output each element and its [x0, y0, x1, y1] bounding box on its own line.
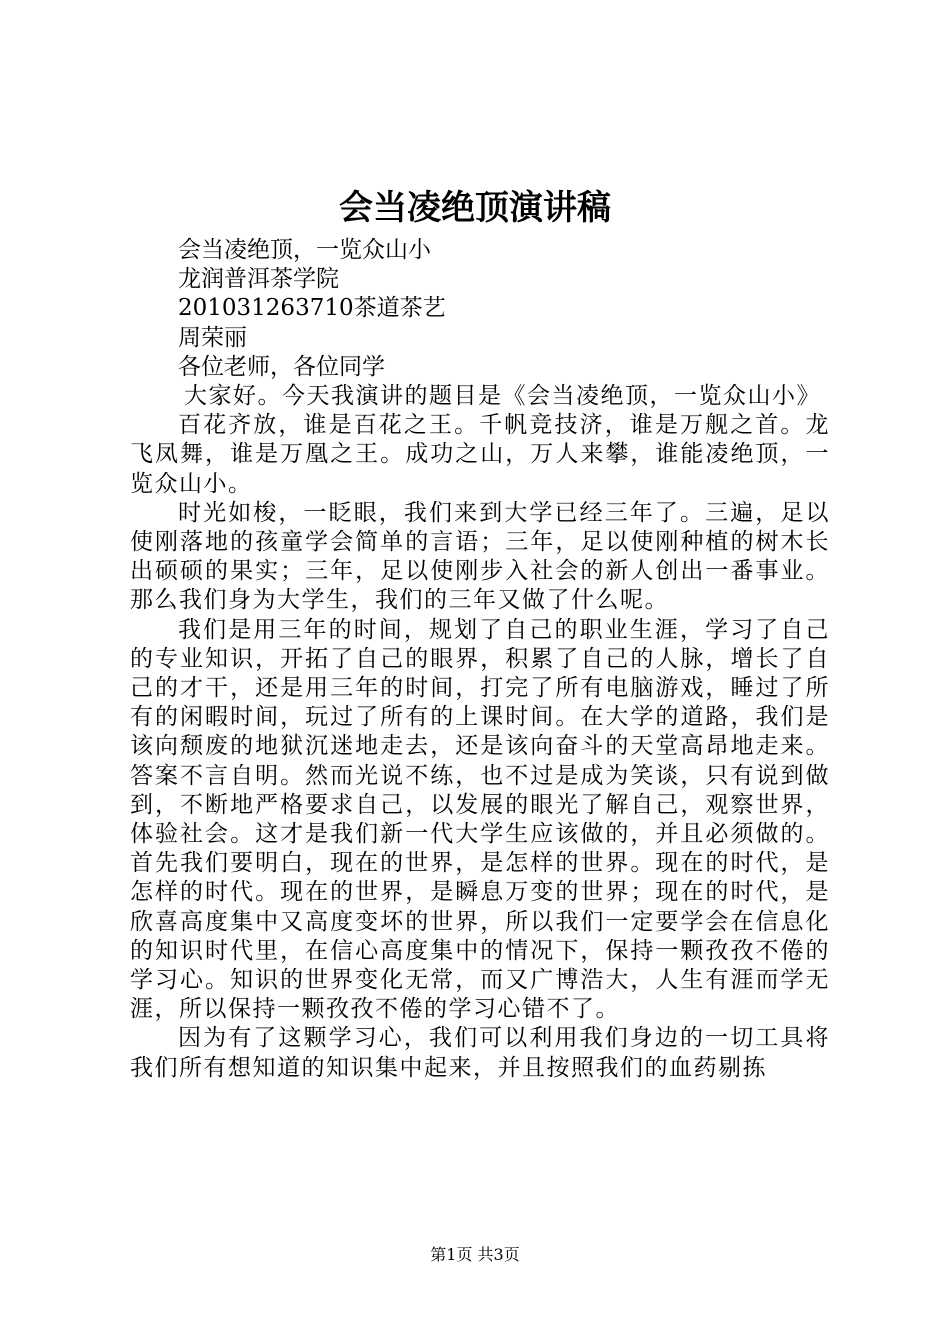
document-title: 会当凌绝顶演讲稿	[339, 188, 611, 228]
document-body	[130, 236, 830, 1083]
body-paragraph: 百花齐放，谁是百花之王。千帆竞技济，谁是万舰之首。龙飞凤舞，谁是万凰之王。成功之山，万人来攀，谁能凌绝顶，一览众山小。	[130, 412, 830, 497]
subtitle-line: 会当凌绝顶，一览众山小	[178, 237, 431, 263]
body-paragraph: 时光如梭，一眨眼，我们来到大学已经三年了。三遍，足以使刚落地的孩童学会简单的言语；三年，足以使刚种植的树木长出硕硕的果实；三年，足以使刚步入社会的新人创出一番事业。那么我们身为大学生，我们的三年又做了什么呢。	[130, 499, 830, 614]
page-footer: 第1页 共3页	[430, 1245, 520, 1264]
body-paragraph: 我们是用三年的时间，规划了自己的职业生涯，学习了自己的专业知识，开拓了自己的眼界，积累了自己的人脉，增长了自己的才干，还是用三年的时间，打完了所有电脑游戏，睡过了所有的闲暇时间，玩过了所有的上课时间。在大学的道路，我们是该向颓废的地狱沉迷地走去，还是该向奋斗的天堂高昂地走来。答案不言自明。然而光说不练，也不过是成为笑谈，只有说到做到，不断地严格要求自己，以发展的眼光了解自己，观察世界，体验社会。这才是我们新一代大学生应该做的，并且必须做的。首先我们要明白，现在的世界，是怎样的世界。现在的时代，是怎样的时代。现在的世界，是瞬息万变的世界；现在的时代，是欣喜高度集中又高度变坏的世界，所以我们一定要学会在信息化的知识时代里，在信心高度集中的情况下，保持一颗孜孜不倦的学习心。知识的世界变化无常，而又广博浩大，人生有涯而学无涯，所以保持一颗孜孜不倦的学习心错不了。	[130, 616, 830, 1023]
student-id-line: 201031263710茶道茶艺	[178, 295, 446, 322]
salutation-line: 各位老师，各位同学	[178, 353, 385, 380]
school-line: 龙润普洱茶学院	[178, 266, 339, 293]
greeting-paragraph: 大家好。今天我演讲的题目是《会当凌绝顶，一览众山小》	[184, 383, 821, 410]
author-line: 周荣丽	[178, 324, 247, 351]
body-paragraph: 因为有了这颗学习心，我们可以利用我们身边的一切工具将我们所有想知道的知识集中起来，并且按照我们的血药剔拣	[130, 1025, 830, 1081]
